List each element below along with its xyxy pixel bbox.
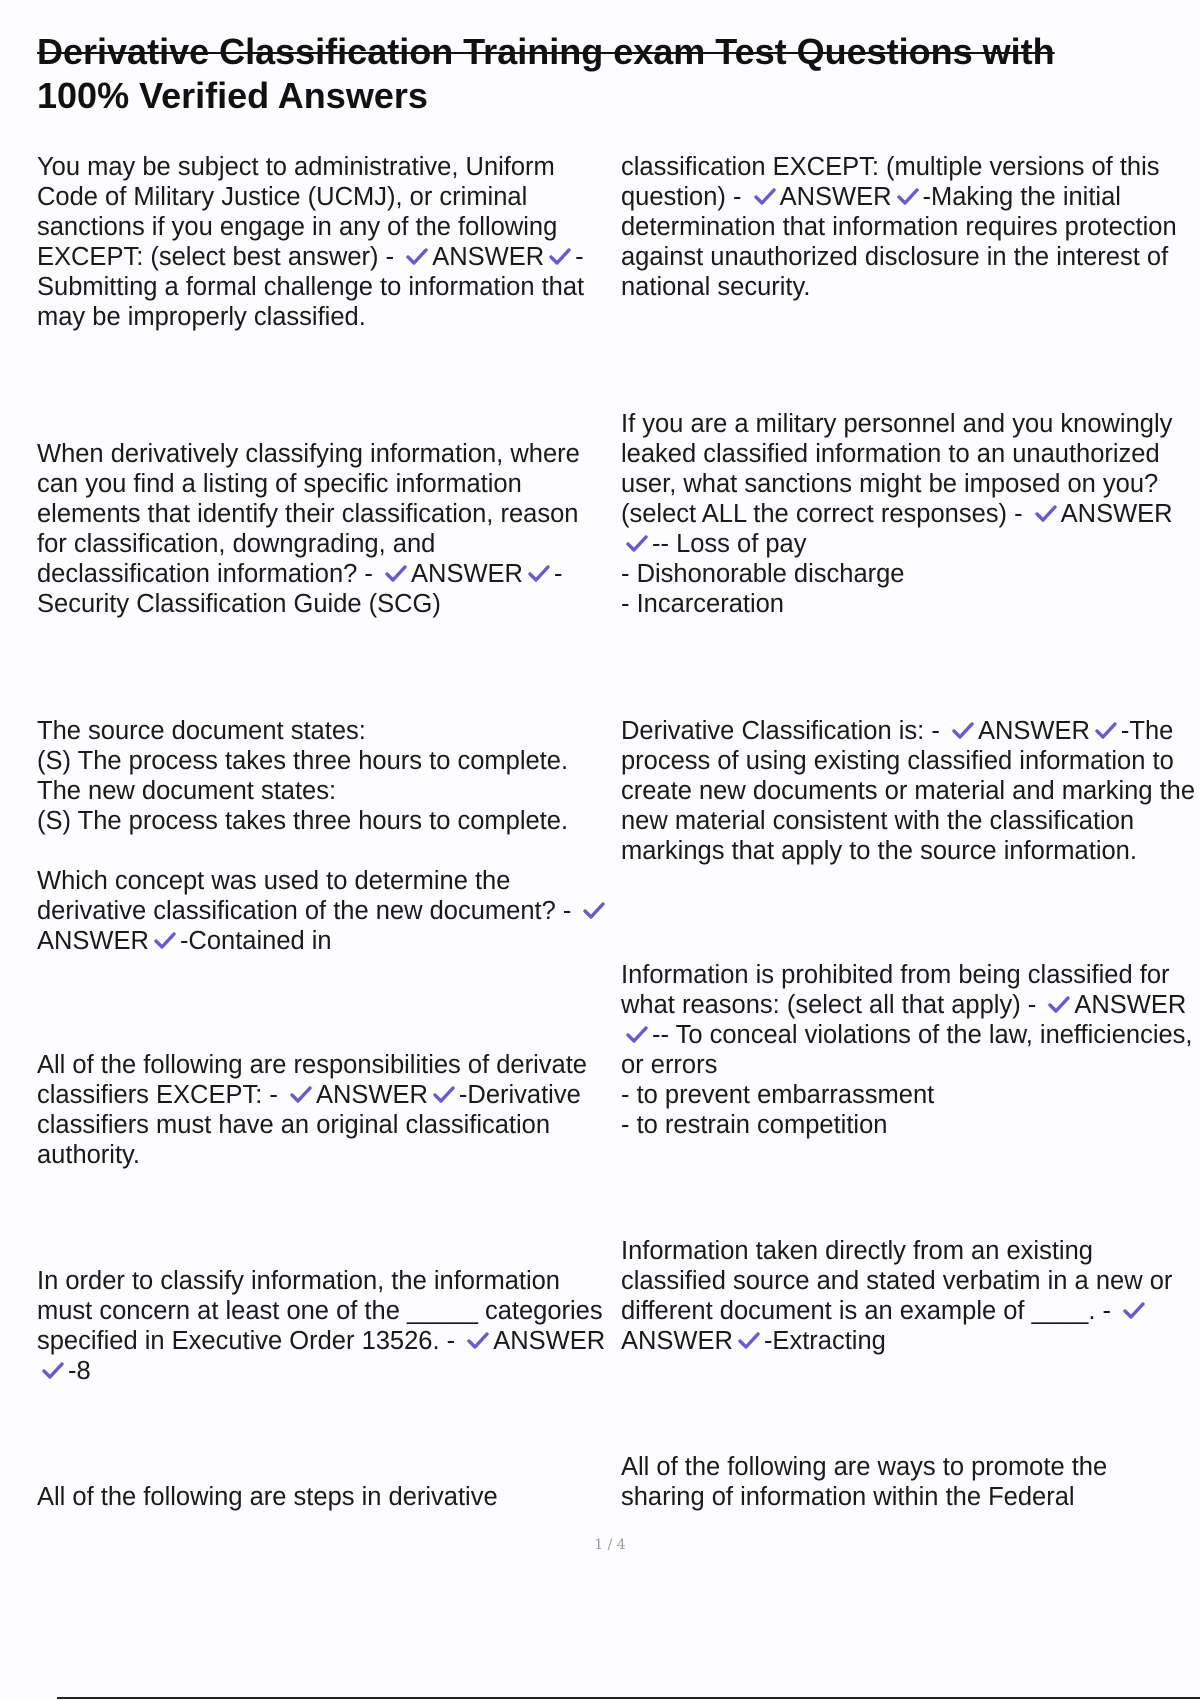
answer-text: -Security Classification Guide (SCG)	[37, 560, 563, 618]
question-line: The source document states:	[37, 717, 366, 745]
question-text: Derivative Classification is: -	[621, 717, 940, 745]
check-icon	[41, 1358, 65, 1382]
check-icon	[527, 561, 551, 585]
check-icon	[289, 1082, 313, 1106]
answer-line: - to prevent embarrassment	[621, 1081, 935, 1109]
qa-item	[621, 1452, 1196, 1512]
answer-label: ANSWER	[779, 183, 892, 211]
qa-item	[37, 439, 615, 619]
check-icon	[466, 1328, 490, 1352]
answer-label: ANSWER	[977, 717, 1090, 745]
answer-text: -Making the initial determination that information requires protection against unauthorized disclosure in the interest of national security.	[621, 183, 1177, 301]
check-icon	[896, 184, 920, 208]
title-line-2: 100% Verified Answers	[37, 75, 428, 116]
qa-item	[37, 716, 615, 956]
question-text: Information is prohibited from being classified for what reasons: (select all that apply) -	[621, 961, 1170, 1019]
answer-label: ANSWER	[411, 560, 523, 588]
qa-item	[37, 1050, 615, 1170]
answer-label: ANSWER	[1060, 500, 1173, 528]
bottom-rule	[57, 1697, 1200, 1699]
question-text: All of the following are responsibilities of derivate classifiers EXCEPT: -	[37, 1051, 587, 1109]
check-icon	[753, 184, 777, 208]
check-icon	[737, 1328, 761, 1352]
check-icon	[153, 928, 177, 952]
answer-text: -Extracting	[763, 1327, 886, 1355]
answer-line: - Incarceration	[621, 590, 784, 618]
answer-label: ANSWER	[621, 1327, 733, 1355]
left-column	[37, 152, 615, 1512]
question-line: (S) The process takes three hours to complete.	[37, 747, 569, 775]
qa-item	[621, 1236, 1196, 1356]
qa-item	[37, 152, 615, 332]
check-icon	[432, 1082, 456, 1106]
title-line-1: Derivative Classification Training exam Test Questions with	[37, 31, 1055, 72]
question-line: The new document states:	[37, 777, 337, 805]
question-text: If you are a military personnel and you knowingly leaked classified information to an unauthorized user, what sanctions might be imposed on you? (select ALL the correct responses) -	[621, 410, 1173, 528]
check-icon	[625, 1022, 649, 1046]
answer-label: ANSWER	[1074, 991, 1187, 1019]
check-icon	[582, 898, 606, 922]
question-text: All of the following are ways to promote the sharing of information within the Federal	[621, 1453, 1108, 1511]
question-text: When derivatively classifying information, where can you find a listing of specific information elements that identify their classification, reason for classification, downgrading, and declassification information? -	[37, 440, 580, 588]
question-text: Information taken directly from an existing classified source and stated verbatim in a new or different document is an example of ____. -	[621, 1237, 1173, 1325]
check-icon	[384, 561, 408, 585]
check-icon	[405, 244, 429, 268]
page-number: 1 / 4	[594, 1537, 626, 1553]
check-icon	[1094, 718, 1118, 742]
answer-label: ANSWER	[37, 927, 149, 955]
check-icon	[625, 531, 649, 555]
answer-text: -The process of using existing classified information to create new documents or material and marking the new material consistent with the classification markings that apply to the source information.	[621, 717, 1196, 865]
answer-text: -Contained in	[179, 927, 332, 955]
question-text: All of the following are steps in derivative	[37, 1483, 498, 1511]
question-text: classification EXCEPT: (multiple versions of this question) -	[621, 153, 1160, 211]
question-text: You may be subject to administrative, Uniform Code of Military Justice (UCMJ), or criminal sanctions if you engage in any of the following EXCEPT: (select best answer) -	[37, 153, 558, 271]
check-icon	[1122, 1298, 1146, 1322]
qa-item	[621, 716, 1196, 866]
qa-item	[37, 1266, 615, 1386]
answer-label: ANSWER	[315, 1081, 428, 1109]
qa-item	[37, 1482, 615, 1512]
qa-item	[621, 152, 1196, 302]
answer-line: - to restrain competition	[621, 1111, 888, 1139]
answer-text: -- To conceal violations of the law, inefficiencies, or errors	[621, 1021, 1193, 1079]
answer-text: -- Loss of pay	[652, 530, 807, 558]
answer-label: ANSWER	[432, 243, 545, 271]
qa-item	[621, 960, 1196, 1140]
check-icon	[951, 718, 975, 742]
document-title	[37, 30, 1167, 118]
answer-label: ANSWER	[493, 1327, 606, 1355]
question-text: Which concept was used to determine the derivative classification of the new document? -	[37, 867, 572, 925]
right-column	[621, 152, 1196, 1512]
question-line: (S) The process takes three hours to complete.	[37, 807, 569, 835]
blank-line	[37, 836, 615, 866]
check-icon	[548, 244, 572, 268]
check-icon	[1047, 992, 1071, 1016]
question-text: In order to classify information, the information must concern at least one of the _____ categories specified in Executive Order 13526. -	[37, 1267, 603, 1355]
answer-text: -8	[68, 1357, 91, 1385]
answer-line: - Dishonorable discharge	[621, 560, 905, 588]
answer-text: -Submitting a formal challenge to information that may be improperly classified.	[37, 243, 585, 331]
qa-item	[621, 409, 1196, 619]
check-icon	[1034, 501, 1058, 525]
answer-text: -Derivative classifiers must have an original classification authority.	[37, 1081, 581, 1169]
